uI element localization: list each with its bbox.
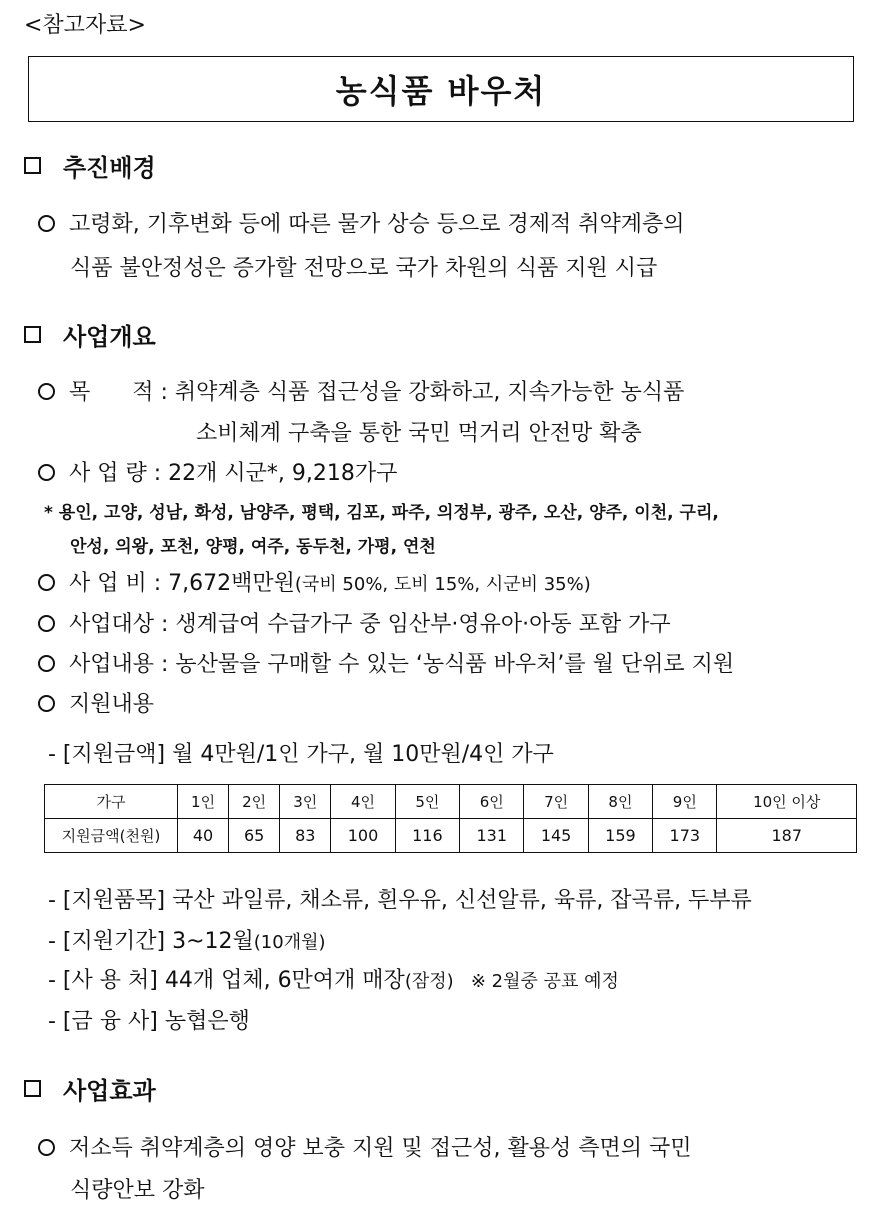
table-cell: 3인	[280, 785, 331, 819]
circle-bullet-icon	[38, 655, 55, 672]
region-note-line-2: 안성, 의왕, 포천, 양평, 여주, 동두천, 가평, 연천	[70, 537, 436, 557]
title-box	[28, 56, 854, 122]
table-cell: 145	[524, 819, 588, 853]
bank-line: - [금 융 사] 농협은행	[48, 1009, 250, 1034]
effect-line-2: 식량안보 강화	[70, 1178, 205, 1203]
table-cell: 9인	[653, 785, 717, 819]
region-note-line-1: * 용인, 고양, 성남, 화성, 남양주, 평택, 김포, 파주, 의정부, 광주, 오산, 양주, 이천, 구리,	[44, 503, 719, 523]
circle-bullet-icon	[38, 695, 55, 712]
circle-bullet-icon	[38, 574, 55, 591]
table-cell: 65	[229, 819, 280, 853]
circle-bullet-icon	[38, 215, 55, 232]
support-amount-table	[44, 784, 857, 853]
table-cell: 159	[588, 819, 652, 853]
table-cell: 7인	[524, 785, 588, 819]
square-bullet-icon	[24, 1080, 41, 1097]
effect-line-1: 저소득 취약계층의 영양 보충 지원 및 접근성, 활용성 측면의 국민	[38, 1131, 692, 1162]
circle-bullet-icon	[38, 383, 55, 400]
table-cell: 173	[653, 819, 717, 853]
volume-line: 사 업 량 : 22개 시군*, 9,218가구	[38, 456, 397, 487]
purpose-line-2: 소비체계 구축을 통한 국민 먹거리 안전망 확충	[196, 421, 642, 446]
table-cell: 4인	[331, 785, 395, 819]
purpose-line-1: 목 적 : 취약계층 식품 접근성을 강화하고, 지속가능한 농식품	[38, 375, 684, 406]
circle-bullet-icon	[38, 464, 55, 481]
section-heading-text: 사업개요	[63, 323, 156, 351]
support-line: 지원내용	[38, 687, 154, 718]
circle-bullet-icon	[38, 615, 55, 632]
table-cell: 5인	[395, 785, 459, 819]
table-cell: 40	[178, 819, 229, 853]
support-amount-line: - [지원금액] 월 4만원/1인 가구, 월 10만원/4인 가구	[48, 742, 554, 767]
table-cell: 187	[717, 819, 857, 853]
support-items-line: - [지원품목] 국산 과일류, 채소류, 흰우유, 신선알류, 육류, 잡곡류, 두부류	[48, 888, 752, 913]
table-cell: 2인	[229, 785, 280, 819]
reference-label: <참고자료>	[24, 13, 146, 38]
table-header-amount: 지원금액(천원)	[45, 819, 178, 853]
table-cell: 10인 이상	[717, 785, 857, 819]
usage-line: - [사 용 처] 44개 업체, 6만여개 매장(잠정) ※ 2월중 공표 예정	[48, 968, 619, 993]
budget-line: 사 업 비 : 7,672백만원(국비 50%, 도비 15%, 시군비 35%)	[38, 566, 591, 597]
section-heading-text: 추진배경	[63, 154, 156, 182]
background-line-1: 고령화, 기후변화 등에 따른 물가 상승 등으로 경제적 취약계층의	[38, 207, 685, 238]
table-cell: 100	[331, 819, 395, 853]
square-bullet-icon	[24, 157, 41, 174]
table-header-households: 가구	[45, 785, 178, 819]
table-row-amounts	[45, 819, 857, 853]
support-period-line: - [지원기간] 3~12월(10개월)	[48, 929, 326, 954]
section-overview-heading	[24, 317, 156, 352]
table-cell: 116	[395, 819, 459, 853]
section-heading-text: 사업효과	[63, 1077, 156, 1105]
section-background-heading	[24, 148, 156, 183]
square-bullet-icon	[24, 326, 41, 343]
table-row-households	[45, 785, 857, 819]
background-line-2: 식품 불안정성은 증가할 전망으로 국가 차원의 식품 지원 시급	[70, 256, 658, 281]
table-cell: 6인	[460, 785, 524, 819]
table-cell: 131	[460, 819, 524, 853]
table-cell: 1인	[178, 785, 229, 819]
table-cell: 83	[280, 819, 331, 853]
table-cell: 8인	[588, 785, 652, 819]
document-title: 농식품 바우처	[335, 72, 547, 110]
circle-bullet-icon	[38, 1139, 55, 1156]
target-line: 사업대상 : 생계급여 수급가구 중 임산부·영유아·아동 포함 가구	[38, 607, 671, 638]
section-effect-heading	[24, 1071, 156, 1106]
content-line: 사업내용 : 농산물을 구매할 수 있는 ‘농식품 바우처’를 월 단위로 지원	[38, 647, 734, 678]
